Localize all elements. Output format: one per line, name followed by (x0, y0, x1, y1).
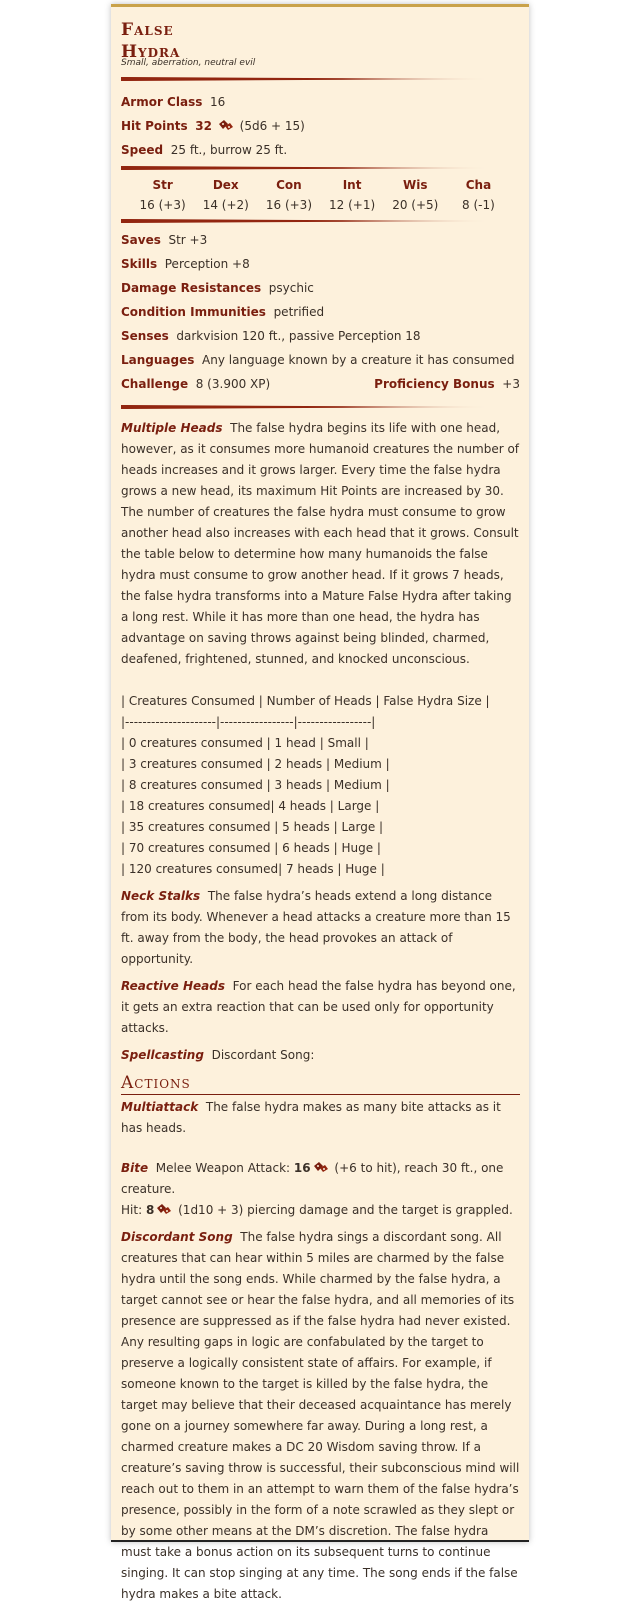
hit-damage: 8 (145, 1203, 155, 1217)
action-name: Multiattack (121, 1100, 199, 1114)
ability-value[interactable]: 8 (-1) (462, 198, 495, 212)
hit-label: Hit: (121, 1203, 143, 1217)
hit-text: (1d10 + 3) piercing damage and the target is grappled. (178, 1203, 513, 1217)
trait-name: Spellcasting (121, 1048, 204, 1062)
trait-multiple-heads (121, 418, 520, 880)
ability-name: Cha (465, 178, 492, 192)
damage-resistances-value: psychic (268, 281, 314, 295)
speed (121, 138, 520, 162)
saves (121, 228, 520, 252)
trait-name: Reactive Heads (121, 979, 225, 993)
table-row: |---------------------|-----------------|-----------------| (121, 715, 376, 729)
table-row: | 0 creatures consumed | 1 head | Small | (121, 736, 369, 750)
senses-value: darkvision 120 ft., passive Perception 18 (176, 329, 421, 343)
action-text: The false hydra makes as many bite attacks as it has heads. (121, 1100, 501, 1135)
ability-scores (121, 175, 520, 215)
actions-header: Actions (121, 1072, 520, 1095)
ability-cha (447, 175, 510, 215)
hit-points-label: Hit Points (121, 119, 188, 133)
dice-icon[interactable] (156, 1203, 172, 1215)
hit-points-value: 32 (195, 119, 212, 133)
condition-immunities-value: petrified (273, 305, 325, 319)
proficiency-bonus-label: Proficiency Bonus (374, 377, 495, 391)
attack-type: Melee Weapon Attack: (155, 1161, 291, 1175)
trait-neck-stalks (121, 886, 520, 970)
languages-label: Languages (121, 353, 195, 367)
dice-icon[interactable] (313, 1161, 329, 1173)
saves-value[interactable]: Str +3 (168, 233, 208, 247)
ability-dex (194, 175, 257, 215)
monster-subtitle: Small, aberration, neutral evil (121, 58, 256, 68)
ability-con (257, 175, 320, 215)
trait-reactive-heads (121, 976, 520, 1039)
ability-name: Str (152, 178, 173, 192)
attack-details: (+6 to hit), reach 30 ft., one creature. (121, 1161, 504, 1196)
condition-immunities-label: Condition Immunities (121, 305, 266, 319)
action-multiattack (121, 1097, 520, 1139)
ability-value[interactable]: 16 (+3) (139, 198, 186, 212)
speed-label: Speed (121, 143, 164, 157)
action-text: The false hydra sings a discordant song. All creatures that can hear within 5 miles are charmed by the false hydra until the song ends. While charmed by the false hydra, a target cannot see or hear the false hydra, and all memories of its presence are suppressed as if the false hydra had never existed. Any resulting gaps in logic are confabulated by the target to preserve a logically consistent state of affairs. For example, if someone known to the target is killed by the false hydra, the target may believe that their deceased acquaintance has merely gone on a journey somewhere far away. During a long rest, a charmed creature makes a DC 20 Wisdom saving throw. If a creature’s saving throw is successful, their subconscious mind will reach out to them in an attempt to warn them of the false hydra’s presence, possibly in the form of a note scrawled as they slept or by some other means at the DM’s discretion. The false hydra must take a bonus action on its subsequent turns to continue singing. It can stop singing at any time. The song ends if the false hydra makes a bite attack. (121, 1230, 520, 1601)
stat-block (111, 4, 529, 1601)
skills-value[interactable]: Perception +8 (164, 257, 250, 271)
trait-text: Discordant Song: (211, 1048, 315, 1062)
hit-points (121, 114, 520, 138)
ability-int (321, 175, 384, 215)
challenge (121, 372, 270, 396)
table-row: | 8 creatures consumed | 3 heads | Medium | (121, 778, 390, 792)
trait-text: The false hydra’s heads extend a long distance from its body. Whenever a head attacks a creature more than 15 ft. away from the body, the head provokes an attack of opportunity. (121, 889, 511, 966)
hit-points-formula: (5d6 + 15) (239, 119, 305, 133)
challenge-label: Challenge (121, 377, 189, 391)
armor-class (121, 90, 520, 114)
table-row: | 70 creatures consumed | 6 heads | Huge | (121, 841, 381, 855)
monster-name-line2: Hydra (121, 42, 181, 62)
ability-name: Con (276, 178, 302, 192)
ability-value[interactable]: 20 (+5) (392, 198, 439, 212)
action-bite (121, 1158, 520, 1221)
speed-value: 25 ft., burrow 25 ft. (170, 143, 288, 157)
ability-wis (384, 175, 447, 215)
trait-spellcasting (121, 1045, 520, 1066)
damage-resistances (121, 276, 520, 300)
action-discordant-song (121, 1227, 520, 1605)
skills-label: Skills (121, 257, 158, 271)
divider (121, 166, 490, 170)
armor-class-label: Armor Class (121, 95, 203, 109)
ability-value[interactable]: 16 (+3) (265, 198, 312, 212)
languages (121, 348, 520, 372)
proficiency-bonus-value: +3 (502, 377, 520, 391)
trait-name: Neck Stalks (121, 889, 201, 903)
divider (121, 219, 490, 223)
ability-name: Wis (403, 178, 428, 192)
saves-label: Saves (121, 233, 161, 247)
ability-name: Int (342, 178, 362, 192)
languages-value: Any language known by a creature it has consumed (202, 353, 515, 367)
damage-resistances-label: Damage Resistances (121, 281, 262, 295)
ability-str (131, 175, 194, 215)
divider (121, 77, 490, 81)
skills (121, 252, 520, 276)
trait-text: For each head the false hydra has beyond one, it gets an extra reaction that can be used only for opportunity attacks. (121, 979, 516, 1035)
table-row: | 3 creatures consumed | 2 heads | Medium | (121, 757, 390, 771)
table-row: | 120 creatures consumed| 7 heads | Huge | (121, 862, 385, 876)
heads-table (121, 691, 520, 880)
dice-icon[interactable] (218, 119, 234, 131)
table-row: | 35 creatures consumed | 5 heads | Large | (121, 820, 384, 834)
armor-class-value: 16 (210, 95, 226, 109)
condition-immunities (121, 300, 520, 324)
ability-name: Dex (212, 178, 239, 192)
senses (121, 324, 520, 348)
monster-name-line1: False (121, 20, 174, 40)
divider (121, 405, 490, 409)
monster-name (121, 19, 520, 63)
table-row: | Creatures Consumed | Number of Heads | False Hydra Size | (121, 694, 490, 708)
action-name: Bite (121, 1161, 149, 1175)
table-row: | 18 creatures consumed| 4 heads | Large | (121, 799, 380, 813)
attack-bonus: 16 (293, 1161, 311, 1175)
challenge-value: 8 (3.900 XP) (195, 377, 271, 391)
ability-value[interactable]: 14 (+2) (202, 198, 249, 212)
challenge-row (121, 372, 520, 396)
action-name: Discordant Song (121, 1230, 233, 1244)
senses-label: Senses (121, 329, 169, 343)
proficiency-bonus (374, 372, 520, 396)
trait-name: Multiple Heads (121, 421, 223, 435)
trait-text: The false hydra begins its life with one head, however, as it consumes more humanoid creatures the number of heads increases and it grows larger. Every time the false hydra grows a new head, its maximum Hit Points are increased by 30. The number of creatures the false hydra must consume to grow another head also increases with each head that it grows. Consult the table below to determine how many humanoids the false hydra must consume to grow another head. If it grows 7 heads, the false hydra transforms into a Mature False Hydra after taking a long rest. While it has more than one head, the hydra has advantage on saving throws against being blinded, charmed, deafened, frightened, stunned, and knocked unconscious. (121, 421, 520, 666)
ability-value[interactable]: 12 (+1) (329, 198, 376, 212)
